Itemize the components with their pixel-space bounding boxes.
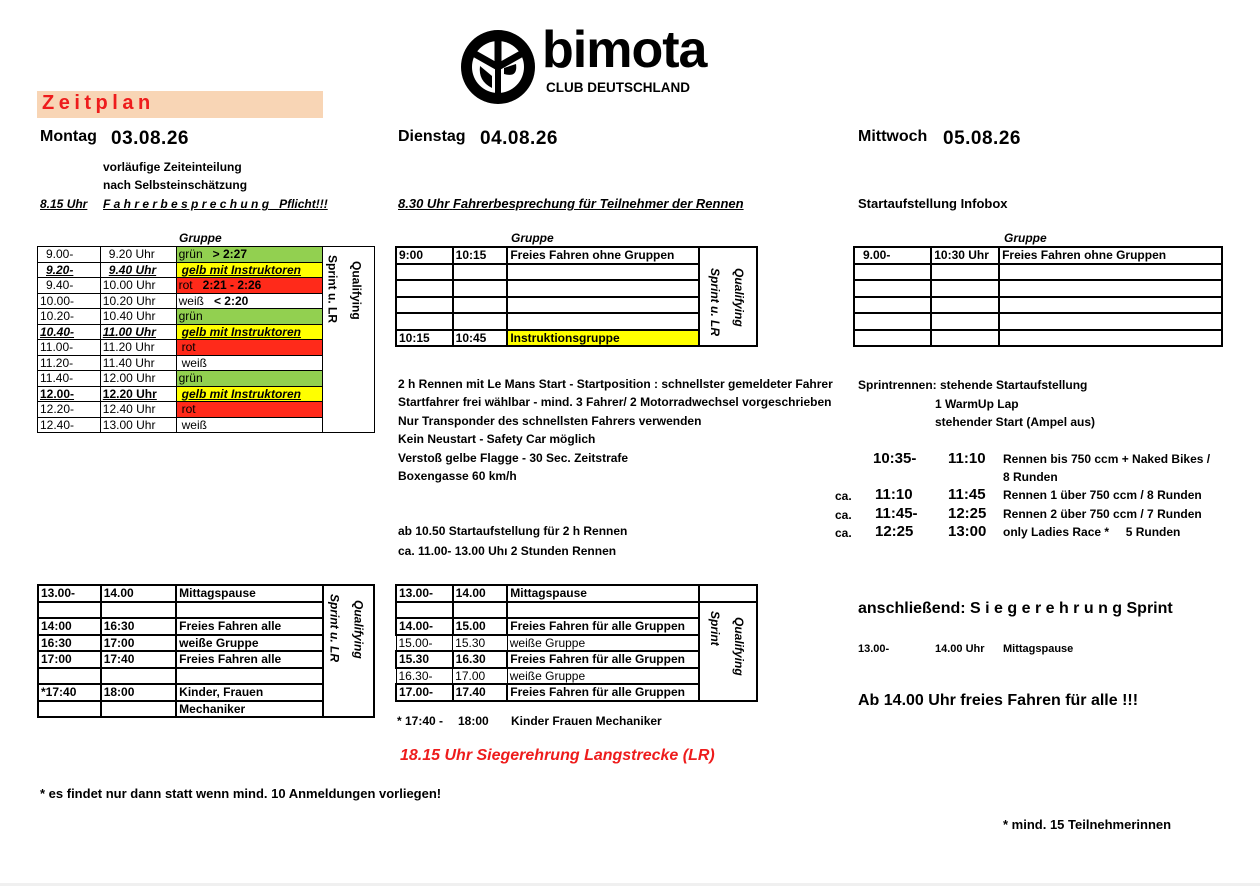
montag-morning-table [37, 246, 375, 433]
mittwoch-infobox: Startaufstellung Infobox [858, 196, 1008, 211]
group-name: gelb mit Instruktoren [181, 262, 301, 277]
table-row [396, 247, 757, 264]
group-cell [176, 371, 323, 387]
race-start-time: 11:45- [875, 505, 918, 522]
time-from: 17:00 [38, 651, 101, 668]
time-from [396, 313, 453, 330]
race-approx-prefix: ca. [835, 508, 852, 522]
session-desc [507, 313, 699, 330]
group-cell [176, 355, 323, 371]
dienstag-day: Dienstag [398, 128, 466, 145]
time-to: 14.00 [101, 585, 176, 602]
montag-day: Montag [40, 128, 97, 145]
race-end-time: 11:45 [948, 486, 986, 503]
time-to [453, 297, 508, 314]
time-to: 12.20 Uhr [100, 386, 176, 402]
race-approx-prefix: ca. [835, 489, 852, 503]
mittwoch-ceremony: anschließend: S i e g e r e h r u n g Sprint [858, 600, 1173, 617]
time-to: 11.40 Uhr [100, 355, 176, 371]
montag-briefing-mandatory: Pflicht!!! [279, 197, 328, 211]
group-name: rot [178, 278, 193, 293]
time-from [38, 701, 101, 718]
montag-footnote: * es findet nur dann statt wenn mind. 10 Anmeldungen vorliegen! [40, 786, 442, 801]
race-rule: Nur Transponder des schnellsten Fahrers verwenden [398, 413, 702, 428]
time-to: 17:40 [101, 651, 176, 668]
session-label-sprint: Sprint [708, 610, 723, 646]
time-from [396, 280, 453, 297]
time-to: 11.20 Uhr [100, 340, 176, 356]
montag-afternoon-table [37, 584, 375, 718]
mittwoch-date: 05.08.26 [943, 128, 1021, 149]
time-from: 15.30 [396, 651, 453, 668]
time-to [453, 280, 508, 297]
session-label-sprint: Sprint u. LR [325, 255, 340, 323]
empty-cell [699, 585, 757, 602]
time-to [931, 330, 999, 347]
dienstag-start-line: ab 10.50 Startaufstellung für 2 h Rennen [398, 524, 628, 538]
group-name: rot [181, 402, 196, 417]
time-to: 17:00 [101, 635, 176, 652]
time-to: 18:00 [101, 684, 176, 701]
group-cell [176, 309, 323, 325]
session-type-cell [699, 247, 757, 346]
time-to: 14.00 [453, 585, 508, 602]
time-to: 10:30 Uhr [931, 247, 999, 264]
time-to: 16:30 [101, 618, 176, 635]
time-from: 14.00- [396, 618, 453, 635]
group-name: weiß [181, 417, 207, 432]
group-name: grün [178, 247, 203, 262]
time-to: 15.30 [453, 635, 508, 652]
race-description: Rennen bis 750 ccm + Naked Bikes / [1003, 452, 1211, 466]
race-rule: Startfahrer frei wählbar - mind. 3 Fahrer/ 2 Motorradwechsel vorgeschrieben [398, 395, 832, 410]
mittwoch-lunch-desc: Mittagspause [1003, 643, 1074, 655]
group-cell [176, 262, 323, 278]
logo-brand: bimota [542, 21, 707, 79]
time-to [453, 602, 508, 619]
group-name: gelb mit Instruktoren [181, 386, 301, 401]
dienstag-race-line: ca. 11.00- 13.00 Uhı 2 Stunden Rennen [398, 544, 617, 558]
time-to: 9.40 Uhr [100, 262, 176, 278]
mittwoch-free-ride: Ab 14.00 Uhr freies Fahren für alle !!! [858, 692, 1139, 709]
table-row [854, 297, 1222, 314]
session-desc [176, 602, 322, 619]
time-from: 12.00- [38, 386, 101, 402]
time-to [453, 313, 508, 330]
dienstag-extra-from: * 17:40 - [397, 714, 444, 728]
dienstag-extra-desc: Kinder Frauen Mechaniker [511, 714, 662, 728]
time-from: 11.40- [38, 371, 101, 387]
dienstag-ceremony: 18.15 Uhr Siegerehrung Langstrecke (LR) [400, 747, 715, 764]
time-from: 10:15 [396, 330, 453, 347]
time-to: 17.40 [453, 684, 508, 701]
time-from: 9:00 [396, 247, 453, 264]
session-type-cell [323, 585, 374, 717]
time-from: 15.00- [396, 635, 453, 652]
session-label-sprint: Sprint u. LR [327, 594, 342, 662]
group-name: grün [178, 371, 203, 386]
session-desc: Instruktionsgruppe [507, 330, 699, 347]
table-row [38, 247, 375, 263]
group-cell [176, 386, 323, 402]
table-row [38, 585, 374, 602]
time-to: 10.00 Uhr [100, 278, 176, 294]
dienstag-extra-to: 18:00 [458, 714, 489, 728]
group-name: grün [178, 309, 203, 324]
session-desc [176, 668, 322, 685]
time-from: 12.40- [38, 417, 101, 433]
mittwoch-footnote: * mind. 15 Teilnehmerinnen [1003, 817, 1172, 832]
session-desc [999, 280, 1222, 297]
time-from: 9.20- [38, 262, 101, 278]
time-from [38, 602, 101, 619]
time-from: 9.40- [38, 278, 101, 294]
group-name: weiß [178, 293, 204, 308]
time-to [931, 297, 999, 314]
group-cell [176, 417, 323, 433]
dienstag-gruppe-header: Gruppe [511, 231, 554, 245]
race-description: Rennen 2 über 750 ccm / 7 Runden [1003, 507, 1202, 521]
time-to: 12.00 Uhr [100, 371, 176, 387]
time-to: 10.20 Uhr [100, 293, 176, 309]
session-desc [507, 280, 699, 297]
group-name: weiß [181, 355, 207, 370]
session-desc: weiße Gruppe [507, 668, 699, 685]
group-cell [176, 278, 323, 294]
session-desc [999, 264, 1222, 281]
mittwoch-morning-table [853, 246, 1223, 347]
time-from: 9.00- [854, 247, 931, 264]
session-label-qualifying: Qualifying [349, 261, 364, 320]
session-label-qualifying: Qualifying [351, 600, 366, 659]
mittwoch-lunch-from: 13.00- [858, 643, 890, 655]
table-row [854, 264, 1222, 281]
session-desc [507, 264, 699, 281]
montag-briefing-time: 8.15 Uhr [40, 197, 88, 211]
session-desc [999, 297, 1222, 314]
table-row [396, 602, 757, 619]
session-label-sprint: Sprint u. LR [707, 268, 722, 336]
time-to: 10:15 [453, 247, 508, 264]
time-from [854, 297, 931, 314]
time-from: 11.20- [38, 355, 101, 371]
race-start-time: 11:10 [875, 486, 913, 503]
session-desc: Mittagspause [507, 585, 699, 602]
session-type-cell [699, 602, 757, 701]
time-from: 9.00- [38, 247, 101, 263]
group-name: gelb mit Instruktoren [181, 324, 301, 339]
time-from: 16.30- [396, 668, 453, 685]
session-desc: Freies Fahren für alle Gruppen [507, 651, 699, 668]
group-cell [176, 247, 323, 263]
time-to: 16.30 [453, 651, 508, 668]
session-desc: weiße Gruppe [507, 635, 699, 652]
time-from [854, 313, 931, 330]
time-to: 15.00 [453, 618, 508, 635]
montag-date: 03.08.26 [111, 128, 189, 149]
time-from: 11.00- [38, 340, 101, 356]
table-row [854, 280, 1222, 297]
time-from [38, 668, 101, 685]
session-desc: Freies Fahren ohne Gruppen [999, 247, 1222, 264]
montag-gruppe-header: Gruppe [179, 231, 222, 245]
race-end-time: 13:00 [948, 523, 987, 540]
group-cell [176, 402, 323, 418]
page-title: Zeitplan [42, 92, 155, 114]
mittwoch-day: Mittwoch [858, 128, 928, 145]
session-desc [999, 313, 1222, 330]
lap-time-range: > 2:27 [212, 247, 248, 262]
montag-note-1: vorläufige Zeiteinteilung [103, 160, 242, 174]
montag-briefing-text: F a h r e r b e s p r e c h u n g [103, 197, 270, 211]
table-row [396, 585, 757, 602]
mittwoch-sprint-title: Sprintrennen: stehende Startaufstellung [858, 378, 1088, 392]
time-from: 10.00- [38, 293, 101, 309]
logo-subtitle: CLUB DEUTSCHLAND [546, 80, 690, 95]
mittwoch-gruppe-header: Gruppe [1004, 231, 1047, 245]
session-label-qualifying: Qualifying [731, 268, 746, 327]
time-to [101, 701, 176, 718]
session-desc: Kinder, Frauen [176, 684, 322, 701]
time-from [854, 280, 931, 297]
dienstag-briefing-time: 8.30 Uhr [398, 196, 450, 211]
lap-time-range: < 2:20 [213, 293, 249, 308]
dienstag-race-info [398, 377, 833, 487]
group-cell [176, 324, 323, 340]
montag-briefing [103, 197, 328, 211]
mittwoch-sprint-note-2: stehender Start (Ampel aus) [935, 415, 1096, 429]
race-rule: Kein Neustart - Safety Car möglich [398, 432, 596, 447]
time-to: 13.00 Uhr [100, 417, 176, 433]
session-desc: weiße Gruppe [176, 635, 322, 652]
table-row [854, 313, 1222, 330]
race-start-time: 10:35- [873, 450, 917, 467]
time-to [931, 313, 999, 330]
race-rule: 2 h Rennen mit Le Mans Start - Startposition : schnellster gemeldeter Fahrer [398, 377, 833, 391]
lap-time-range: 2:21 - 2:26 [202, 278, 262, 293]
time-to: 10.40 Uhr [100, 309, 176, 325]
session-desc: Freies Fahren ohne Gruppen [507, 247, 699, 264]
time-to: 17.00 [453, 668, 508, 685]
time-to: 12.40 Uhr [100, 402, 176, 418]
race-rule: Verstoß gelbe Flagge - 30 Sec. Zeitstrafe [398, 450, 629, 465]
group-name: rot [181, 340, 196, 355]
group-cell [176, 340, 323, 356]
race-rule: Boxengasse 60 km/h [398, 468, 517, 483]
time-from [396, 297, 453, 314]
session-desc [507, 602, 699, 619]
time-to: 10:45 [453, 330, 508, 347]
time-to: 11.00 Uhr [100, 324, 176, 340]
time-from: 12.20- [38, 402, 101, 418]
race-description: Rennen 1 über 750 ccm / 8 Runden [1003, 488, 1202, 502]
race-end-time: 11:10 [948, 450, 986, 467]
table-row [854, 247, 1222, 264]
table-row [854, 330, 1222, 347]
session-desc [999, 330, 1222, 347]
race-end-time: 12:25 [948, 505, 987, 522]
time-to [931, 280, 999, 297]
dienstag-morning-table [395, 246, 758, 347]
dienstag-date: 04.08.26 [480, 128, 558, 149]
time-to [931, 264, 999, 281]
time-from: 14:00 [38, 618, 101, 635]
time-from: 13.00- [396, 585, 453, 602]
time-from [854, 264, 931, 281]
time-from: 10.40- [38, 324, 101, 340]
race-description: only Ladies Race * 5 Runden [1003, 525, 1181, 539]
time-from: 13.00- [38, 585, 101, 602]
session-desc: Freies Fahren für alle Gruppen [507, 684, 699, 701]
mittwoch-lunch-to: 14.00 Uhr [935, 643, 985, 655]
session-desc: Mittagspause [176, 585, 322, 602]
time-from [396, 602, 453, 619]
session-desc [507, 297, 699, 314]
time-to [453, 264, 508, 281]
time-to [101, 602, 176, 619]
dienstag-briefing [398, 196, 744, 211]
session-label-qualifying: Qualifying [732, 616, 747, 676]
mittwoch-sprint-note-1: 1 WarmUp Lap [935, 397, 1019, 411]
race-start-time: 12:25 [875, 523, 914, 540]
bimota-club-logo [458, 21, 720, 108]
dienstag-briefing-text: Fahrerbesprechung für Teilnehmer der Rennen [452, 196, 744, 211]
time-to: 9.20 Uhr [100, 247, 176, 263]
session-desc: Freies Fahren alle [176, 618, 322, 635]
group-cell [176, 293, 323, 309]
time-from [396, 264, 453, 281]
session-type-cell [323, 247, 375, 433]
time-from: 16:30 [38, 635, 101, 652]
dienstag-afternoon-table [395, 584, 758, 702]
time-from: 17.00- [396, 684, 453, 701]
race-approx-prefix: ca. [835, 526, 852, 540]
session-desc: Freies Fahren alle [176, 651, 322, 668]
time-from [854, 330, 931, 347]
time-to [101, 668, 176, 685]
time-from: 10.20- [38, 309, 101, 325]
session-desc: Freies Fahren für alle Gruppen [507, 618, 699, 635]
session-desc: Mechaniker [176, 701, 322, 718]
montag-note-2: nach Selbsteinschätzung [103, 178, 248, 192]
race-laps: 8 Runden [1003, 470, 1058, 484]
time-from: *17:40 [38, 684, 101, 701]
